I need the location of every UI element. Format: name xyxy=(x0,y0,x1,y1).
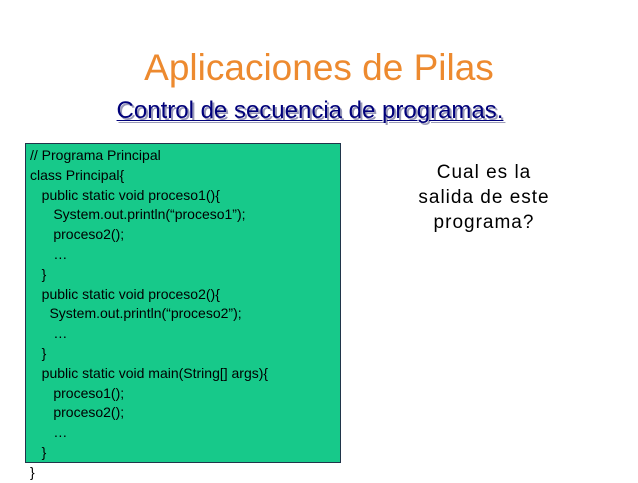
code-line: public static void main(String[] args){ xyxy=(30,364,269,381)
code-block xyxy=(25,143,341,480)
slide-title: Aplicaciones de Pilas xyxy=(144,47,494,88)
code-line: proceso2(); xyxy=(30,404,125,421)
question-line: salida de este xyxy=(418,187,550,208)
code-line: … xyxy=(30,325,68,342)
code-line: proceso1(); xyxy=(30,384,125,401)
code-line: … xyxy=(30,245,68,262)
code-line: } xyxy=(30,463,35,480)
code-line: System.out.println(“proceso1”); xyxy=(30,206,246,223)
question-line: programa? xyxy=(433,212,535,233)
code-line: System.out.println(“proceso2”); xyxy=(30,305,242,322)
code-line: … xyxy=(30,424,68,441)
question-line: Cual es la xyxy=(436,162,532,183)
code-line: } xyxy=(30,344,47,361)
slide-subtitle: Control de secuencia de programas. xyxy=(116,97,504,124)
code-line: class Principal{ xyxy=(30,166,125,183)
code-line: public static void proceso2(){ xyxy=(30,285,220,302)
code-line: proceso2(); xyxy=(30,226,125,243)
question-text xyxy=(388,160,580,235)
code-line: } xyxy=(30,443,47,460)
code-line: } xyxy=(30,265,47,282)
code-line: // Programa Principal xyxy=(30,147,161,163)
code-line: public static void proceso1(){ xyxy=(30,186,220,203)
